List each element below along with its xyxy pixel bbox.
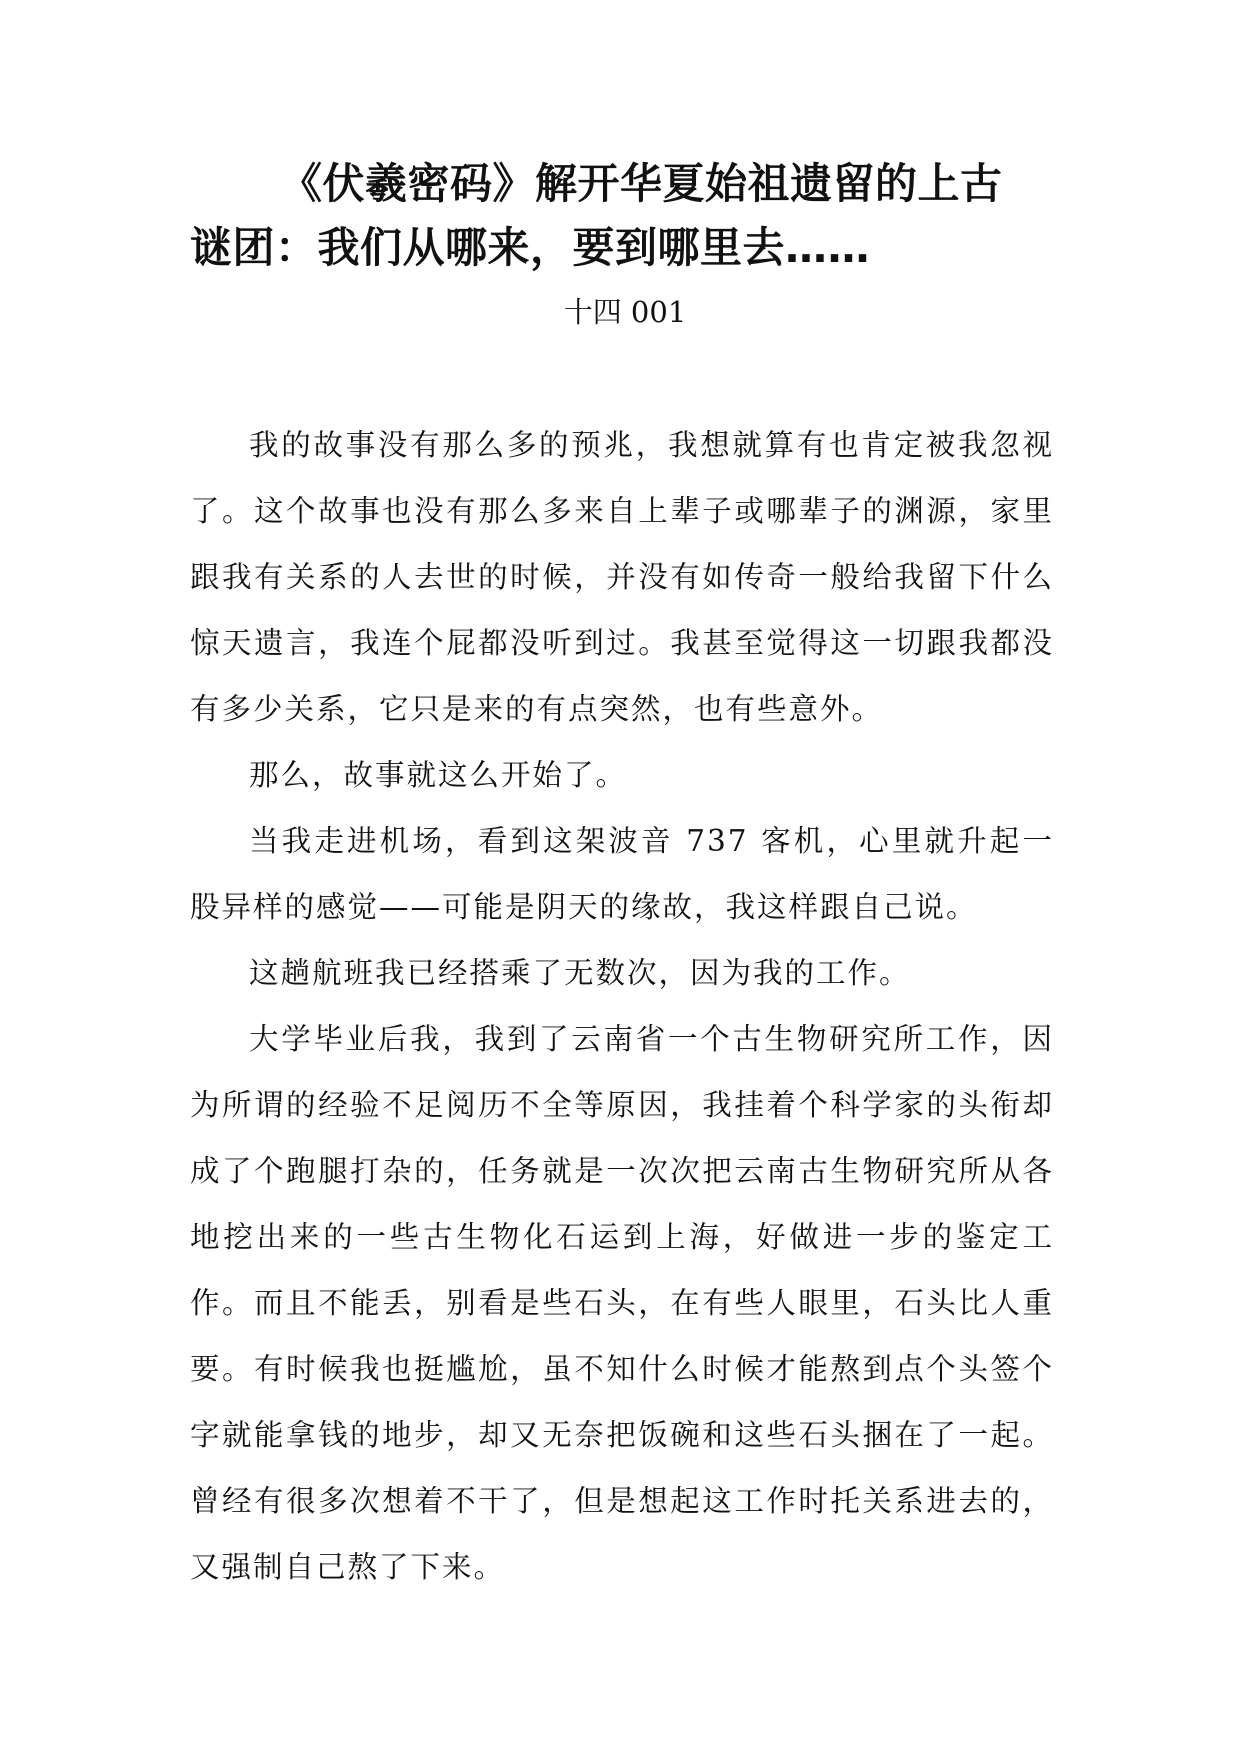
paragraph: 这趟航班我已经搭乘了无数次，因为我的工作。: [249, 956, 911, 990]
paragraph: 那么，故事就这么开始了。: [249, 758, 628, 792]
paragraph: 大学毕业后我，我到了云南省一个古生物研究所工作，因为所谓的经验不足阅历不全等原因，我挂着个科学家的头衔却成了个跑腿打杂的，任务就是一次次把云南古生物研究所从各地挖出来的一些古生物化石运到上海，好做进一步的鉴定工作。而且不能丢，别看是些石头，在有些人眼里，石头比人重要。有时候我也挺尴尬，虽不知什么时候才能熬到点个头签个字就能拿钱的地步，却又无奈把饭碗和这些石头捆在了一起。曾经有很多次想着不干了，但是想起这工作时托关系进去的，又强制自己熬了下来。: [190, 1022, 1054, 1584]
paragraph: 我的故事没有那么多的预兆，我想就算有也肯定被我忽视了。这个故事也没有那么多来自上辈子或哪辈子的渊源，家里跟我有关系的人去世的时候，并没有如传奇一般给我留下什么惊天遗言，我连个屁都没听到过。我甚至觉得这一切跟我都没有多少关系，它只是来的有点突然，也有些意外。: [190, 428, 1054, 726]
title-line-1: 《伏羲密码》解开华夏始祖遗留的上古: [280, 159, 1003, 208]
document-title: [190, 152, 1060, 280]
author-line: 十四 001: [563, 295, 687, 329]
title-line-2: 谜团：我们从哪来，要到哪里去……: [190, 223, 871, 272]
paragraph: 当我走进机场，看到这架波音 737 客机，心里就升起一股异样的感觉——可能是阴天的缘故，我这样跟自己说。: [190, 824, 1054, 924]
body-text: [190, 412, 1054, 1600]
